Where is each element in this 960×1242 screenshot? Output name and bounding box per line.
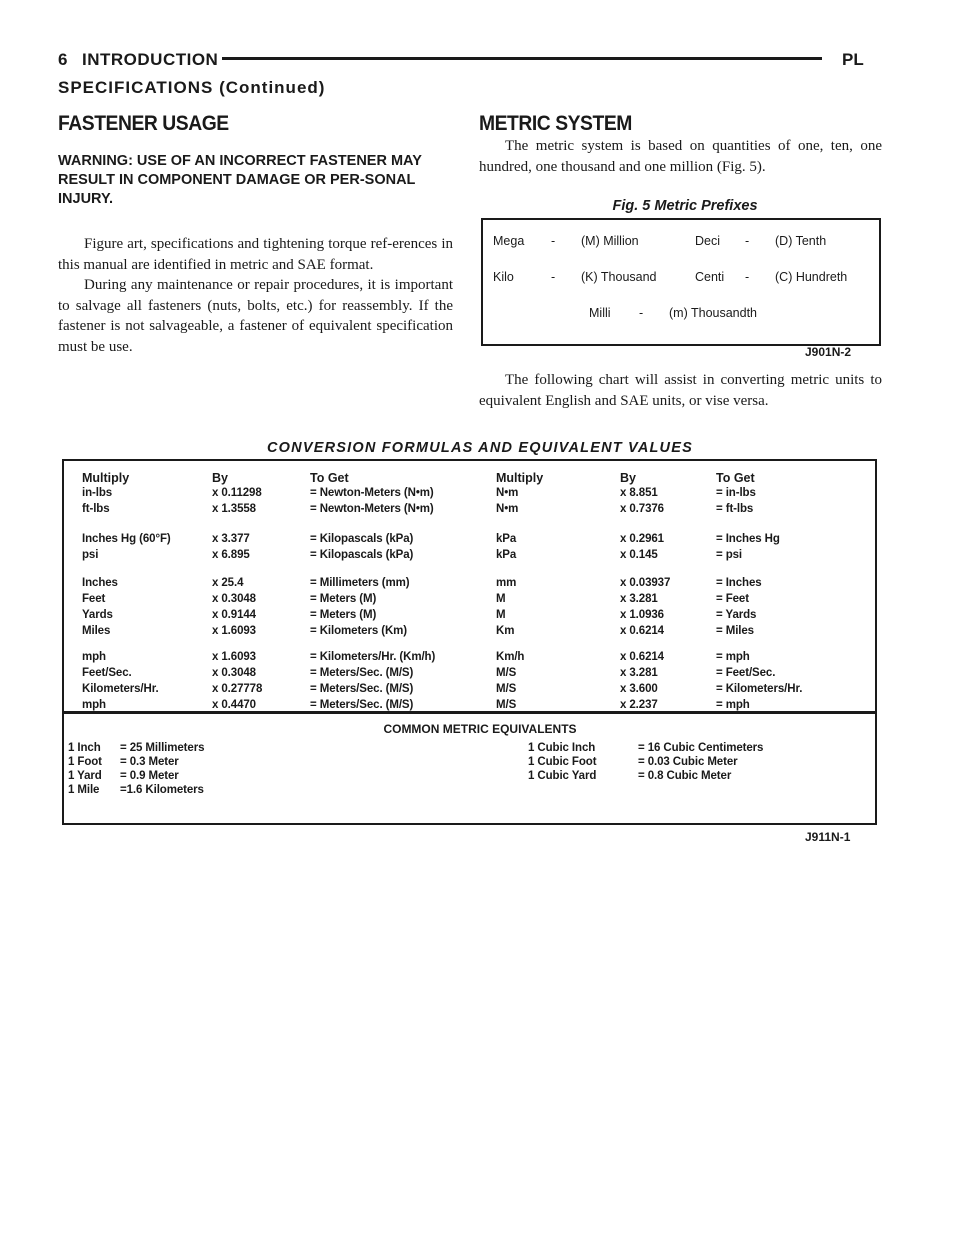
table-cell: = Millimeters (mm) bbox=[310, 577, 410, 589]
table-cell: Km/h bbox=[496, 651, 525, 663]
table-cell: x 0.7376 bbox=[620, 503, 664, 515]
figure-5-code: J901N-2 bbox=[805, 345, 852, 359]
equivalent-unit: 1 Mile bbox=[68, 784, 100, 796]
table-cell: x 0.2961 bbox=[620, 533, 664, 545]
table-cell: = Yards bbox=[716, 609, 757, 621]
table-cell: = Feet/Sec. bbox=[716, 667, 776, 679]
prefix-meaning: (M) Million bbox=[581, 234, 639, 248]
column-header: By bbox=[212, 471, 228, 485]
prefix-dash: - bbox=[745, 270, 750, 284]
table-cell: x 0.4470 bbox=[212, 699, 256, 711]
metric-after-text bbox=[479, 370, 882, 411]
table-cell: x 0.9144 bbox=[212, 609, 256, 621]
equivalent-unit: 1 Cubic Foot bbox=[528, 756, 597, 768]
table-divider bbox=[62, 711, 877, 714]
table-cell: x 3.377 bbox=[212, 533, 250, 545]
table-cell: x 2.237 bbox=[620, 699, 658, 711]
table-cell: x 0.27778 bbox=[212, 683, 263, 695]
table-cell: x 0.3048 bbox=[212, 667, 256, 679]
column-header: To Get bbox=[716, 471, 755, 485]
table-cell: x 0.145 bbox=[620, 549, 658, 561]
metric-system-heading: METRIC SYSTEM bbox=[479, 112, 632, 135]
prefix-dash: - bbox=[551, 234, 556, 248]
table-cell: x 6.895 bbox=[212, 549, 250, 561]
fastener-usage-body bbox=[58, 234, 453, 357]
equivalent-value: =1.6 Kilometers bbox=[120, 784, 204, 796]
table-cell: Feet/Sec. bbox=[82, 667, 132, 679]
table-cell: = Meters (M) bbox=[310, 609, 377, 621]
figure-5-caption: Fig. 5 Metric Prefixes bbox=[612, 198, 758, 214]
table-cell: Inches bbox=[82, 577, 118, 589]
fastener-paragraph-2: During any maintenance or repair procedures, it is important to salvage all fasteners (nuts, bolts, etc.) for reassembly. If the fastener is not salvageable, a fastener of equivalent specification must be use. bbox=[58, 277, 453, 355]
prefix-meaning: (m) Thousandth bbox=[669, 306, 758, 320]
table-cell: = Kilometers/Hr. bbox=[716, 683, 803, 695]
table-cell: x 3.281 bbox=[620, 667, 658, 679]
prefix-meaning: (C) Hundreth bbox=[775, 270, 848, 284]
table-cell: x 3.600 bbox=[620, 683, 658, 695]
table-cell: in-lbs bbox=[82, 487, 113, 499]
table-cell: = Meters/Sec. (M/S) bbox=[310, 667, 414, 679]
continued-heading: SPECIFICATIONS (Continued) bbox=[58, 78, 326, 97]
table-cell: Inches Hg (60°F) bbox=[82, 533, 171, 545]
equivalent-value: = 0.9 Meter bbox=[120, 770, 179, 782]
prefix-dash: - bbox=[551, 270, 556, 284]
table-cell: = Kilopascals (kPa) bbox=[310, 549, 414, 561]
table-cell: M/S bbox=[496, 683, 517, 695]
equivalents-title: COMMON METRIC EQUIVALENTS bbox=[383, 722, 577, 736]
table-cell: = Miles bbox=[716, 625, 754, 637]
section-title: INTRODUCTION bbox=[82, 50, 219, 69]
table-cell: mm bbox=[496, 577, 517, 589]
table-cell: N•m bbox=[496, 487, 519, 499]
table-cell: = mph bbox=[716, 651, 750, 663]
page-number: 6 bbox=[58, 50, 68, 69]
table-cell: x 0.11298 bbox=[212, 487, 262, 499]
table-cell: = psi bbox=[716, 549, 743, 561]
table-cell: kPa bbox=[496, 533, 517, 545]
table-cell: = Meters (M) bbox=[310, 593, 377, 605]
table-cell: mph bbox=[82, 651, 106, 663]
prefix-dash: - bbox=[745, 234, 750, 248]
table-cell: x 0.6214 bbox=[620, 625, 664, 637]
conversion-figure-code: J911N-1 bbox=[805, 830, 851, 844]
equivalent-value: = 0.8 Cubic Meter bbox=[638, 770, 732, 782]
table-cell: = Newton-Meters (N•m) bbox=[310, 487, 434, 499]
model-code: PL bbox=[842, 50, 864, 69]
prefix-name: Kilo bbox=[493, 270, 514, 284]
table-cell: M bbox=[496, 593, 506, 605]
equivalent-unit: 1 Cubic Inch bbox=[528, 742, 596, 754]
fastener-usage-heading: FASTENER USAGE bbox=[58, 112, 229, 135]
table-cell: = Kilopascals (kPa) bbox=[310, 533, 414, 545]
equivalent-unit: 1 Yard bbox=[68, 770, 102, 782]
equivalent-value: = 16 Cubic Centimeters bbox=[638, 742, 764, 754]
table-cell: Kilometers/Hr. bbox=[82, 683, 159, 695]
metric-prefixes-figure bbox=[481, 218, 881, 346]
table-cell: x 1.0936 bbox=[620, 609, 664, 621]
table-cell: = Kilometers/Hr. (Km/h) bbox=[310, 651, 436, 663]
table-cell: x 1.6093 bbox=[212, 651, 256, 663]
table-cell: Yards bbox=[82, 609, 113, 621]
metric-intro-paragraph: The metric system is based on quantities of one, ten, one hundred, one thousand and one million (Fig. 5). bbox=[479, 138, 882, 175]
table-cell: = in-lbs bbox=[716, 487, 756, 499]
equivalent-unit: 1 Foot bbox=[68, 756, 102, 768]
equivalent-value: = 25 Millimeters bbox=[120, 742, 205, 754]
equivalents-area bbox=[62, 740, 873, 820]
table-cell: Feet bbox=[82, 593, 106, 605]
conversion-caption: CONVERSION FORMULAS AND EQUIVALENT VALUES bbox=[267, 440, 693, 456]
table-cell: x 3.281 bbox=[620, 593, 658, 605]
table-cell: psi bbox=[82, 549, 99, 561]
table-cell: = Newton-Meters (N•m) bbox=[310, 503, 434, 515]
table-cell: = ft-lbs bbox=[716, 503, 754, 515]
warning-text: WARNING: USE OF AN INCORRECT FASTENER MAY RESULT IN COMPONENT DAMAGE OR PER-SONAL INJURY. bbox=[58, 153, 422, 207]
table-cell: = mph bbox=[716, 699, 750, 711]
column-header: Multiply bbox=[82, 471, 130, 485]
metric-system-intro bbox=[479, 136, 882, 177]
table-cell: x 1.3558 bbox=[212, 503, 256, 515]
table-cell: N•m bbox=[496, 503, 519, 515]
table-cell: = Kilometers (Km) bbox=[310, 625, 408, 637]
prefix-name: Milli bbox=[589, 306, 611, 320]
table-cell: = Feet bbox=[716, 593, 749, 605]
metric-after-paragraph: The following chart will assist in converting metric units to equivalent English and SAE units, or vise versa. bbox=[479, 372, 882, 409]
prefix-meaning: (K) Thousand bbox=[581, 270, 657, 284]
equivalent-value: = 0.3 Meter bbox=[120, 756, 179, 768]
prefix-dash: - bbox=[639, 306, 644, 320]
table-cell: kPa bbox=[496, 549, 517, 561]
table-cell: x 8.851 bbox=[620, 487, 658, 499]
table-cell: x 1.6093 bbox=[212, 625, 256, 637]
column-header: By bbox=[620, 471, 636, 485]
table-cell: Miles bbox=[82, 625, 111, 637]
prefix-name: Centi bbox=[695, 270, 725, 284]
table-cell: = Inches Hg bbox=[716, 533, 780, 545]
table-cell: = Meters/Sec. (M/S) bbox=[310, 699, 414, 711]
table-cell: = Meters/Sec. (M/S) bbox=[310, 683, 414, 695]
prefix-name: Deci bbox=[695, 234, 721, 248]
fastener-paragraph-1: Figure art, specifications and tightening torque ref-erences in this manual are identified in metric and SAE format. bbox=[58, 236, 453, 273]
equivalent-unit: 1 Cubic Yard bbox=[528, 770, 597, 782]
header-rule bbox=[222, 57, 822, 60]
equivalent-unit: 1 Inch bbox=[68, 742, 101, 754]
table-cell: ft-lbs bbox=[82, 503, 110, 515]
prefix-name: Mega bbox=[493, 234, 525, 248]
table-cell: mph bbox=[82, 699, 106, 711]
table-cell: Km bbox=[496, 625, 515, 637]
column-header: To Get bbox=[310, 471, 349, 485]
equivalent-value: = 0.03 Cubic Meter bbox=[638, 756, 738, 768]
table-cell: M/S bbox=[496, 699, 517, 711]
table-cell: M/S bbox=[496, 667, 517, 679]
table-cell: x 0.03937 bbox=[620, 577, 671, 589]
table-cell: x 0.6214 bbox=[620, 651, 664, 663]
table-cell: x 0.3048 bbox=[212, 593, 256, 605]
prefix-meaning: (D) Tenth bbox=[775, 234, 827, 248]
table-cell: x 25.4 bbox=[212, 577, 244, 589]
column-header: Multiply bbox=[496, 471, 544, 485]
table-cell: = Inches bbox=[716, 577, 762, 589]
table-cell: M bbox=[496, 609, 506, 621]
